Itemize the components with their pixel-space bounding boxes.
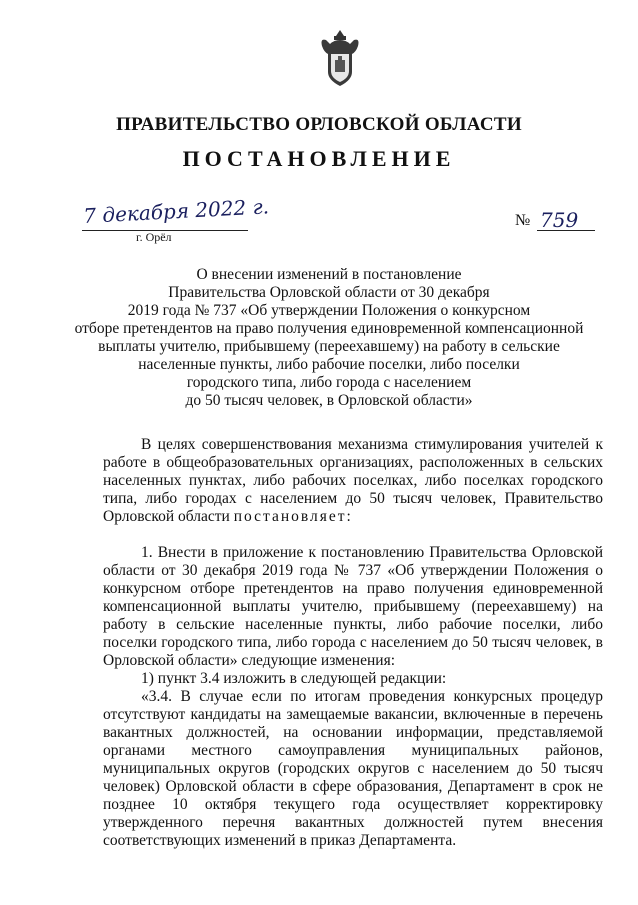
intro-paragraph [103, 436, 603, 526]
subject-line: 2019 года № 737 «Об утверждении Положения о конкурсном [127, 302, 531, 319]
intro-text: В целях совершенствования механизма стимулирования учителей к работе в общеобразовательных организациях, расположенных в сельских населенных пунктах, либо рабочих поселках, либо поселках городского типа, либо городах с населением до 50 тысяч человек, Правительство Орловской области [103, 436, 603, 525]
subject-line: отборе претендентов на право получения единовременной компенсационной [74, 320, 584, 337]
number-underline [537, 230, 595, 231]
coat-of-arms-icon [318, 28, 362, 88]
city-label: г. Орёл [136, 230, 172, 244]
government-title: ПРАВИТЕЛЬСТВО ОРЛОВСКОЙ ОБЛАСТИ [116, 114, 522, 135]
subject-line: выплаты учителю, прибывшему (переехавшему) на работу в сельские [98, 338, 560, 355]
item-1-1-paragraph: 1) пункт 3.4 изложить в следующей редакции: [141, 670, 447, 687]
item-1-paragraph: 1. Внести в приложение к постановлению Правительства Орловской области от 30 декабря 2019 года № 737 «Об утверждении Положения о конкурсном отборе претендентов на право получения единовременной компенсационной выплаты учителю, прибывшему (переехавшему) на работу в сельские населенные пункты, либо рабочие поселки, либо поселки городского типа, либо города с населением до 50 тысяч человек, в Орловской области» следующие изменения: [103, 544, 603, 669]
subject-line: населенные пункты, либо рабочие поселки, либо поселки [138, 356, 520, 373]
subject-heading [60, 266, 598, 410]
quoted-clause-paragraph: «3.4. В случае если по итогам проведения конкурсных процедур отсутствуют кандидаты на замещаемые вакансии, включенные в перечень вакантных должностей, на основании информации, представляемой органами местного самоуправления муниципальных районов, муниципальных округов (городских округов с населением до 50 тысяч человек) Орловской области в сфере образования, Департамент в срок не позднее 10 октября текущего года осуществляет корректировку утвержденного перечня вакантных должностей путем внесения соответствующих изменений в приказ Департамента. [103, 688, 603, 849]
subject-line: Правительства Орловской области от 30 декабря [168, 284, 490, 301]
handwritten-date: 7 декабря 2022 г. [82, 194, 270, 228]
resolves-word: постановляет: [233, 508, 353, 525]
subject-line: О внесении изменений в постановление [196, 266, 462, 283]
subject-line: городского типа, либо города с населением [186, 374, 472, 391]
document-body [103, 436, 603, 850]
subject-line: до 50 тысяч человек, в Орловской области» [185, 392, 473, 409]
handwritten-number: 759 [540, 208, 579, 232]
number-label: № [515, 212, 531, 229]
document-type-title: ПОСТАНОВЛЕНИЕ [182, 146, 456, 171]
